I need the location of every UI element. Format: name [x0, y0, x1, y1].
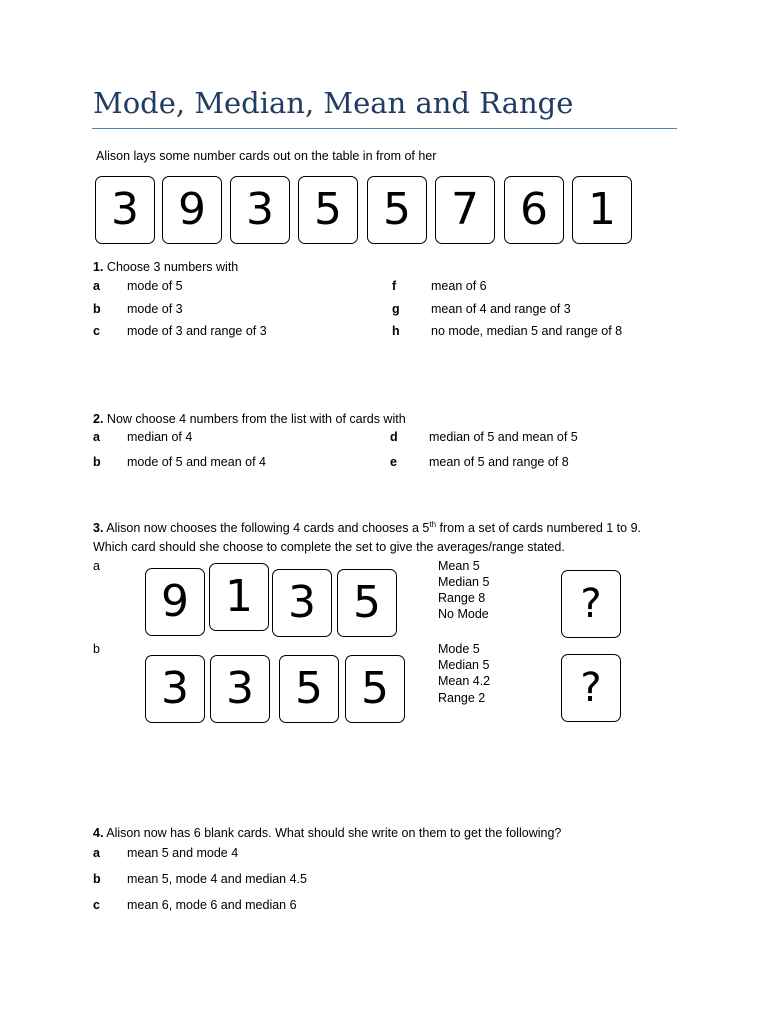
question-number: 1.	[93, 260, 104, 274]
question-4-heading	[93, 826, 561, 840]
item-text: mean 5, mode 4 and median 4.5	[127, 872, 307, 886]
item-text: mode of 5 and mean of 4	[127, 455, 266, 469]
item-letter: f	[392, 279, 397, 293]
number-card: 5	[337, 569, 397, 637]
number-card: 9	[162, 176, 222, 244]
stat-line: No Mode	[438, 607, 489, 621]
item-letter: h	[392, 324, 400, 338]
item-letter: a	[93, 559, 100, 573]
question-3-line2: Which card should she choose to complete the set to give the averages/range stated.	[93, 540, 565, 554]
item-letter: b	[93, 642, 100, 656]
question-3-heading	[93, 520, 641, 535]
item-letter: b	[93, 302, 101, 316]
item-text: mode of 3 and range of 3	[127, 324, 267, 338]
item-letter: b	[93, 872, 101, 886]
item-text: mean of 4 and range of 3	[431, 302, 571, 316]
item-text: mode of 5	[127, 279, 183, 293]
stat-line: Median 5	[438, 575, 490, 589]
question-2-heading	[93, 412, 406, 426]
item-letter: e	[390, 455, 397, 469]
stat-line: Mode 5	[438, 642, 480, 656]
item-text: mean 5 and mode 4	[127, 846, 239, 860]
question-text: Alison now has 6 blank cards. What should she write on them to get the following?	[106, 826, 562, 840]
item-text: mean of 5 and range of 8	[429, 455, 569, 469]
question-number: 4.	[93, 826, 104, 840]
stat-line: Median 5	[438, 658, 490, 672]
number-card: 3	[272, 569, 332, 637]
question-number: 2.	[93, 412, 104, 426]
number-card: 6	[504, 176, 564, 244]
number-card: 3	[145, 655, 205, 723]
item-letter: b	[93, 455, 101, 469]
question-1-heading	[93, 260, 238, 274]
superscript: th	[429, 520, 437, 529]
number-card: 3	[95, 176, 155, 244]
stat-line: Mean 4.2	[438, 674, 491, 688]
item-letter: c	[93, 898, 100, 912]
item-text: median of 4	[127, 430, 193, 444]
item-letter: a	[93, 279, 100, 293]
stat-line: Range 2	[438, 691, 486, 705]
unknown-card: ?	[561, 654, 621, 722]
item-letter: g	[392, 302, 400, 316]
number-card: 9	[145, 568, 205, 636]
item-letter: a	[93, 846, 100, 860]
number-card: 1	[572, 176, 632, 244]
question-text: Choose 3 numbers with	[106, 260, 239, 274]
page-title: Mode, Median, Mean and Range	[93, 86, 574, 120]
item-text: median of 5 and mean of 5	[429, 430, 578, 444]
stat-line: Range 8	[438, 591, 486, 605]
unknown-card: ?	[561, 570, 621, 638]
item-letter: d	[390, 430, 398, 444]
intro-text: Alison lays some number cards out on the table in from of her	[96, 149, 437, 163]
number-card: 5	[298, 176, 358, 244]
question-text-continued: from a set of cards numbered 1 to 9.	[436, 521, 641, 536]
number-card: 5	[367, 176, 427, 244]
item-letter: a	[93, 430, 100, 444]
item-text: no mode, median 5 and range of 8	[431, 324, 623, 338]
number-card: 3	[210, 655, 270, 723]
number-card: 5	[345, 655, 405, 723]
question-number: 3.	[93, 521, 104, 536]
number-card: 1	[209, 563, 269, 631]
item-text: mean of 6	[431, 279, 487, 293]
title-underline	[92, 128, 677, 129]
question-text: Now choose 4 numbers from the list with of cards with	[106, 412, 406, 426]
number-card: 7	[435, 176, 495, 244]
item-text: mean 6, mode 6 and median 6	[127, 898, 297, 912]
item-text: mode of 3	[127, 302, 183, 316]
stat-line: Mean 5	[438, 559, 480, 573]
number-card: 3	[230, 176, 290, 244]
item-letter: c	[93, 324, 100, 338]
number-card: 5	[279, 655, 339, 723]
question-text: Alison now chooses the following 4 cards and chooses a 5	[106, 521, 430, 536]
